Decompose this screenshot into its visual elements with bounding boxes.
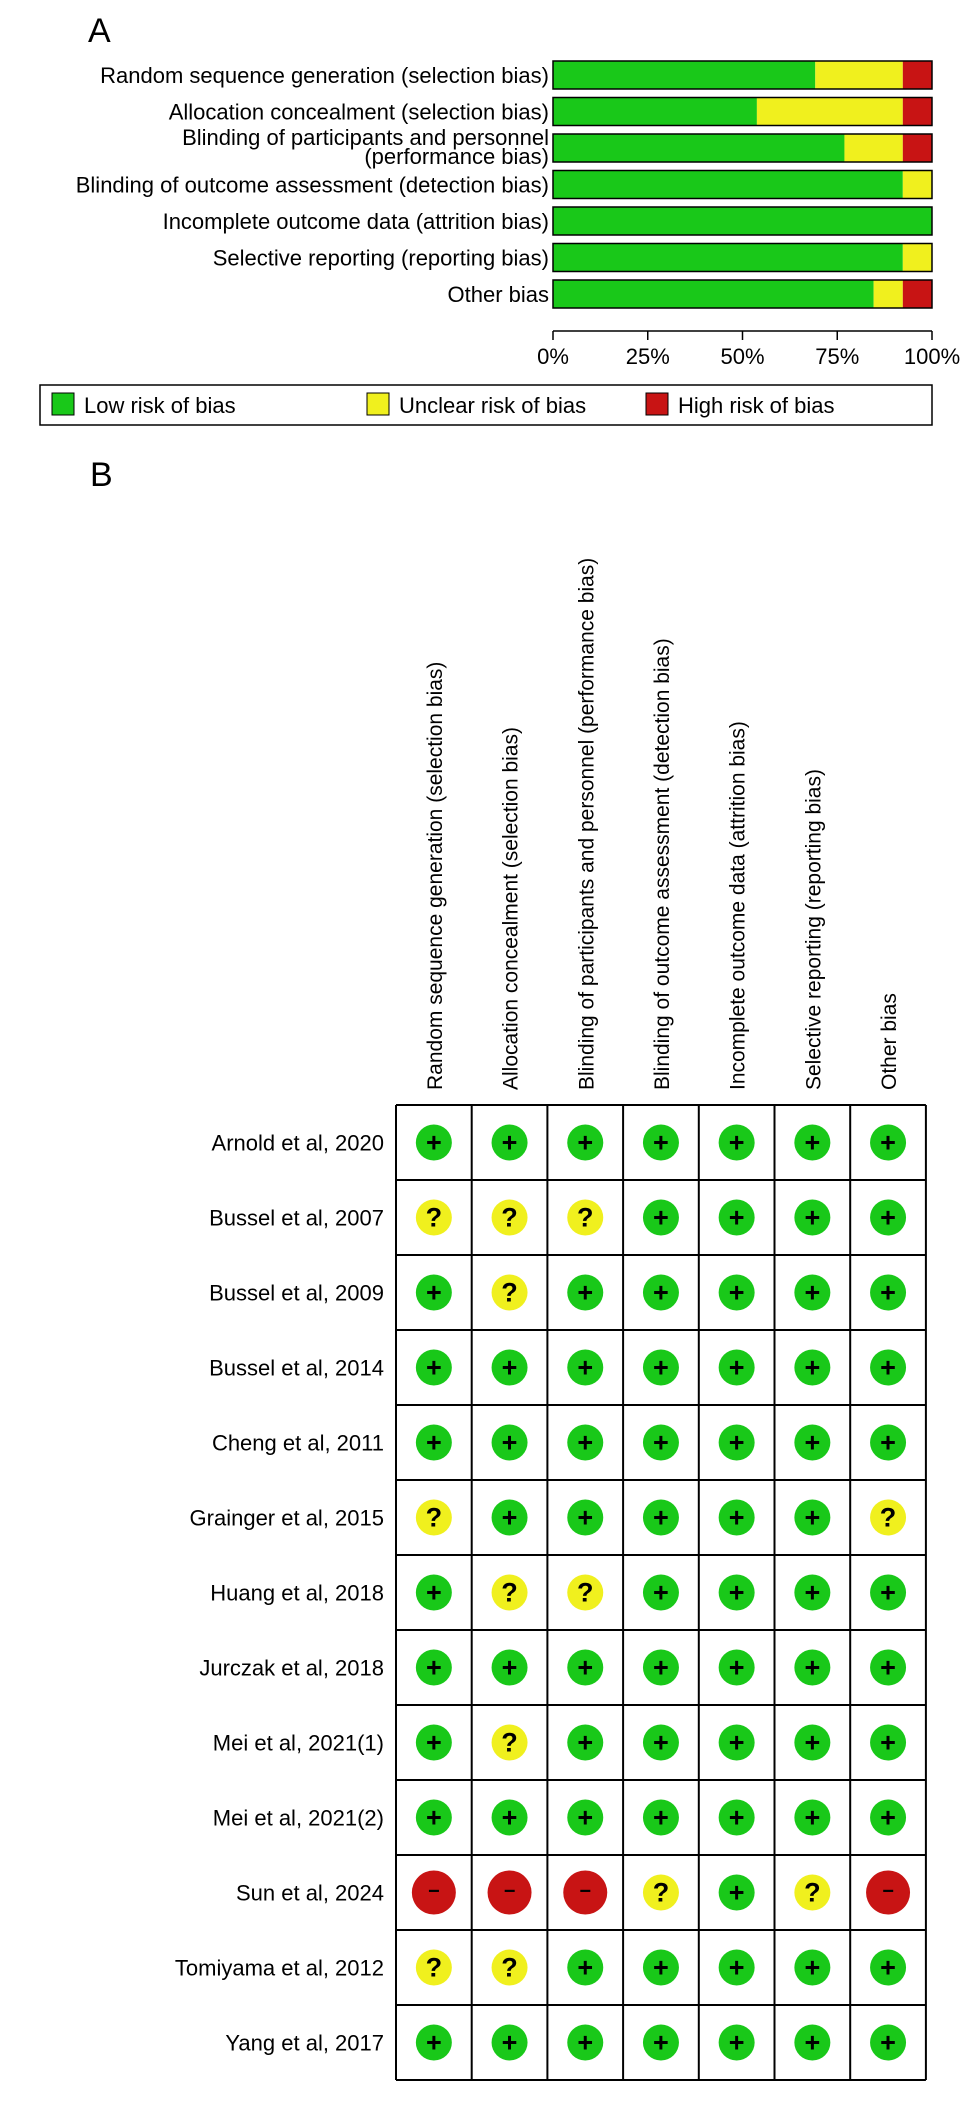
- bar-segment-high: [903, 134, 932, 162]
- rating-low: [794, 1575, 830, 1611]
- rating-low: [870, 1800, 906, 1836]
- rating-low: [719, 1650, 755, 1686]
- legend-swatch: [367, 393, 389, 415]
- rating-high: [866, 1871, 910, 1915]
- rating-low: [492, 1350, 528, 1386]
- rating-symbol: +: [501, 1427, 518, 1458]
- panel-a-label: A: [88, 12, 111, 50]
- rating-symbol: +: [728, 1877, 745, 1908]
- category-label: Allocation concealment (selection bias): [168, 99, 549, 125]
- bar-segment-low: [553, 280, 874, 308]
- rating-symbol: +: [577, 1277, 594, 1308]
- rating-low: [794, 1725, 830, 1761]
- rating-symbol: +: [804, 1802, 821, 1833]
- rating-symbol: +: [425, 1277, 442, 1308]
- rating-symbol: +: [728, 1577, 745, 1608]
- legend-swatch: [52, 393, 74, 415]
- rating-low: [870, 1275, 906, 1311]
- rating-low: [643, 1425, 679, 1461]
- rating-symbol: +: [425, 1802, 442, 1833]
- rating-low: [870, 1575, 906, 1611]
- rating-unclear: [492, 1275, 528, 1311]
- bar-segment-low: [553, 207, 932, 235]
- rating-symbol: +: [880, 1352, 896, 1383]
- rating-symbol: +: [577, 1127, 594, 1158]
- rating-high: [412, 1871, 456, 1915]
- rating-symbol: +: [653, 1352, 669, 1383]
- rating-unclear: [492, 1950, 528, 1986]
- rating-symbol: +: [577, 1652, 594, 1683]
- rating-low: [870, 1200, 906, 1236]
- rating-symbol: +: [804, 1127, 821, 1158]
- rating-symbol: +: [804, 1952, 821, 1983]
- rating-symbol: +: [728, 1652, 745, 1683]
- rating-symbol: −: [882, 1880, 894, 1903]
- rating-unclear: [567, 1200, 603, 1236]
- study-label: Bussel et al, 2014: [209, 1355, 384, 1381]
- rating-unclear: [794, 1875, 830, 1911]
- x-tick-label: 25%: [625, 344, 670, 369]
- risk-of-bias-summary-bar-chart: [76, 61, 960, 369]
- rating-symbol: +: [880, 1727, 896, 1758]
- rating-low: [492, 1125, 528, 1161]
- rating-symbol: +: [425, 1427, 442, 1458]
- bar-segment-unclear: [844, 134, 902, 162]
- table-row: [213, 1725, 906, 1761]
- rating-symbol: +: [501, 1127, 518, 1158]
- bar-segment-unclear: [903, 171, 932, 199]
- rating-low: [719, 1275, 755, 1311]
- bar-row: [76, 171, 932, 199]
- rating-low: [719, 1350, 755, 1386]
- rating-symbol: +: [653, 1202, 669, 1233]
- bar-segment-low: [553, 244, 903, 272]
- rating-symbol: +: [653, 1502, 669, 1533]
- rating-low: [567, 1650, 603, 1686]
- rating-low: [794, 1425, 830, 1461]
- rating-unclear: [492, 1725, 528, 1761]
- bar-segment-unclear: [815, 61, 903, 89]
- risk-of-bias-study-grid: [175, 558, 926, 2080]
- rating-symbol: +: [880, 1427, 896, 1458]
- rating-low: [794, 1125, 830, 1161]
- rating-symbol: ?: [804, 1877, 821, 1908]
- rating-symbol: −: [428, 1880, 440, 1903]
- rating-low: [794, 1350, 830, 1386]
- legend: [40, 385, 932, 425]
- x-tick-label: 75%: [815, 344, 860, 369]
- rating-low: [719, 1725, 755, 1761]
- column-header: Other bias: [878, 993, 902, 1090]
- rating-symbol: +: [728, 1802, 745, 1833]
- rating-low: [416, 1725, 452, 1761]
- rating-high: [488, 1871, 532, 1915]
- rating-low: [794, 1200, 830, 1236]
- rating-low: [643, 1275, 679, 1311]
- rating-symbol: +: [880, 1652, 896, 1683]
- rating-low: [643, 1725, 679, 1761]
- rating-unclear: [416, 1500, 452, 1536]
- table-row: [209, 1200, 906, 1236]
- table-row: [209, 1275, 906, 1311]
- rating-low: [643, 2025, 679, 2061]
- rating-symbol: +: [880, 1952, 896, 1983]
- rating-low: [416, 1125, 452, 1161]
- rating-symbol: +: [501, 1802, 518, 1833]
- rating-low: [719, 1800, 755, 1836]
- rating-low: [416, 1575, 452, 1611]
- rating-symbol: +: [728, 1427, 745, 1458]
- rating-symbol: +: [728, 1352, 745, 1383]
- rating-low: [492, 2025, 528, 2061]
- rating-symbol: +: [728, 2027, 745, 2058]
- study-label: Mei et al, 2021(1): [212, 1730, 384, 1756]
- study-label: Grainger et al, 2015: [189, 1505, 384, 1531]
- rating-low: [794, 1800, 830, 1836]
- rating-symbol: +: [804, 1202, 821, 1233]
- rating-symbol: +: [577, 2027, 594, 2058]
- rating-unclear: [567, 1575, 603, 1611]
- bar-row: [182, 125, 932, 169]
- rating-unclear: [492, 1200, 528, 1236]
- rating-symbol: +: [880, 1127, 896, 1158]
- table-row: [213, 1800, 906, 1836]
- rating-symbol: +: [728, 1727, 745, 1758]
- rating-low: [643, 1575, 679, 1611]
- rating-symbol: ?: [577, 1577, 594, 1608]
- rating-low: [719, 1950, 755, 1986]
- rating-symbol: +: [880, 2027, 896, 2058]
- rating-unclear: [416, 1950, 452, 1986]
- rating-symbol: +: [577, 1502, 594, 1533]
- rating-low: [719, 1425, 755, 1461]
- rating-low: [719, 2025, 755, 2061]
- rating-unclear: [643, 1875, 679, 1911]
- rating-low: [794, 2025, 830, 2061]
- table-row: [236, 1871, 910, 1915]
- rating-low: [870, 1950, 906, 1986]
- rating-symbol: +: [653, 1802, 669, 1833]
- rating-low: [567, 1425, 603, 1461]
- rating-symbol: +: [501, 1352, 518, 1383]
- rating-symbol: −: [579, 1880, 592, 1903]
- rating-low: [643, 1200, 679, 1236]
- rating-symbol: ?: [425, 1952, 443, 1983]
- rating-symbol: +: [728, 1952, 745, 1983]
- table-row: [199, 1650, 906, 1686]
- rating-low: [567, 1800, 603, 1836]
- rating-symbol: +: [880, 1577, 896, 1608]
- rating-low: [719, 1125, 755, 1161]
- rating-low: [567, 1125, 603, 1161]
- rating-symbol: +: [804, 1277, 821, 1308]
- rating-symbol: ?: [501, 1577, 518, 1608]
- rating-low: [567, 1500, 603, 1536]
- rating-symbol: +: [880, 1802, 896, 1833]
- rating-low: [567, 1725, 603, 1761]
- rating-symbol: +: [728, 1502, 745, 1533]
- column-header: Allocation concealment (selection bias): [499, 726, 523, 1090]
- rating-symbol: −: [503, 1880, 516, 1903]
- column-header: Selective reporting (reporting bias): [802, 769, 826, 1090]
- rating-low: [492, 1650, 528, 1686]
- rating-symbol: ?: [501, 1202, 518, 1233]
- bar-segment-unclear: [757, 98, 903, 126]
- column-header: Random sequence generation (selection bias): [423, 661, 447, 1090]
- rating-low: [719, 1200, 755, 1236]
- rating-high: [563, 1871, 607, 1915]
- rating-low: [870, 1350, 906, 1386]
- rating-low: [719, 1500, 755, 1536]
- rating-low: [870, 1650, 906, 1686]
- rating-symbol: +: [880, 1202, 896, 1233]
- column-header: Blinding of outcome assessment (detection bias): [650, 638, 674, 1090]
- rating-symbol: +: [653, 1652, 669, 1683]
- rating-symbol: +: [804, 2027, 821, 2058]
- rating-low: [492, 1800, 528, 1836]
- bar-segment-unclear: [874, 280, 903, 308]
- rating-symbol: ?: [652, 1877, 670, 1908]
- study-label: Sun et al, 2024: [235, 1880, 384, 1906]
- rating-symbol: +: [577, 1727, 594, 1758]
- bar-row: [163, 207, 932, 235]
- bar-segment-unclear: [903, 244, 932, 272]
- legend-item-unclear: [367, 393, 586, 418]
- rating-unclear: [416, 1200, 452, 1236]
- rating-low: [567, 1350, 603, 1386]
- bar-segment-low: [553, 61, 815, 89]
- rating-symbol: +: [577, 1427, 594, 1458]
- legend-swatch: [646, 393, 668, 415]
- rating-symbol: +: [501, 2027, 518, 2058]
- study-label: Bussel et al, 2009: [209, 1280, 384, 1306]
- category-label: Incomplete outcome data (attrition bias): [162, 209, 549, 234]
- bar-row: [448, 280, 933, 308]
- rating-symbol: ?: [425, 1502, 443, 1533]
- x-tick-label: 100%: [903, 344, 961, 369]
- rating-symbol: +: [425, 1127, 442, 1158]
- rating-symbol: +: [425, 1352, 442, 1383]
- study-label: Yang et al, 2017: [225, 2030, 384, 2056]
- legend-item-low: [52, 393, 236, 418]
- category-label: Blinding of participants and personnel: [182, 125, 549, 150]
- bar-segment-high: [903, 280, 932, 308]
- x-tick-label: 50%: [720, 344, 765, 369]
- rating-symbol: ?: [501, 1952, 518, 1983]
- rating-symbol: ?: [577, 1202, 594, 1233]
- rating-low: [794, 1650, 830, 1686]
- rating-symbol: +: [653, 1952, 669, 1983]
- rating-low: [643, 1500, 679, 1536]
- category-label: Blinding of outcome assessment (detection bias): [75, 172, 549, 198]
- study-label: Huang et al, 2018: [210, 1580, 384, 1606]
- study-label: Mei et al, 2021(2): [212, 1805, 384, 1831]
- rating-low: [492, 1500, 528, 1536]
- rating-symbol: +: [653, 1127, 669, 1158]
- bar-segment-low: [553, 98, 757, 126]
- rating-symbol: +: [425, 1727, 442, 1758]
- category-label: Other bias: [447, 282, 549, 307]
- table-row: [212, 1425, 906, 1461]
- rating-symbol: +: [425, 1577, 442, 1608]
- legend-label: Low risk of bias: [84, 393, 236, 418]
- rating-low: [870, 1425, 906, 1461]
- rating-low: [794, 1275, 830, 1311]
- bar-row: [100, 61, 932, 89]
- rating-low: [492, 1425, 528, 1461]
- rating-symbol: +: [804, 1652, 821, 1683]
- rating-symbol: +: [653, 1577, 669, 1608]
- legend-label: High risk of bias: [678, 393, 835, 418]
- rating-low: [643, 1800, 679, 1836]
- rating-symbol: +: [804, 1502, 821, 1533]
- table-row: [225, 2025, 906, 2061]
- study-label: Jurczak et al, 2018: [199, 1655, 384, 1681]
- rating-low: [719, 1875, 755, 1911]
- rating-symbol: +: [501, 1502, 518, 1533]
- rating-symbol: +: [425, 1652, 442, 1683]
- rating-low: [870, 2025, 906, 2061]
- rating-symbol: +: [653, 2027, 669, 2058]
- category-label: Random sequence generation (selection bias): [100, 63, 549, 88]
- rating-low: [870, 1725, 906, 1761]
- rating-low: [794, 1950, 830, 1986]
- bar-segment-high: [903, 61, 932, 89]
- table-row: [210, 1575, 906, 1611]
- rating-low: [643, 1125, 679, 1161]
- rating-low: [643, 1650, 679, 1686]
- rating-symbol: +: [880, 1277, 896, 1308]
- bar-segment-low: [553, 171, 903, 199]
- rating-low: [567, 1275, 603, 1311]
- rating-symbol: +: [653, 1727, 669, 1758]
- rating-symbol: ?: [501, 1277, 518, 1308]
- rating-symbol: +: [425, 2027, 442, 2058]
- rating-symbol: +: [728, 1277, 745, 1308]
- rating-low: [794, 1500, 830, 1536]
- rating-symbol: +: [501, 1652, 518, 1683]
- category-label: Selective reporting (reporting bias): [212, 245, 549, 271]
- study-label: Arnold et al, 2020: [211, 1130, 384, 1156]
- rating-symbol: +: [728, 1202, 745, 1233]
- rating-low: [416, 1650, 452, 1686]
- rating-low: [567, 2025, 603, 2061]
- legend-label: Unclear risk of bias: [399, 393, 587, 418]
- rating-low: [416, 1425, 452, 1461]
- rating-symbol: +: [728, 1127, 745, 1158]
- rating-low: [416, 1275, 452, 1311]
- rating-low: [719, 1575, 755, 1611]
- rating-unclear: [870, 1500, 906, 1536]
- rating-low: [643, 1350, 679, 1386]
- rating-symbol: +: [804, 1727, 821, 1758]
- study-label: Cheng et al, 2011: [211, 1430, 384, 1456]
- rating-symbol: +: [804, 1577, 821, 1608]
- bar-segment-low: [553, 134, 844, 162]
- rating-unclear: [492, 1575, 528, 1611]
- rating-low: [416, 1350, 452, 1386]
- table-row: [212, 1125, 907, 1161]
- rating-symbol: +: [804, 1427, 821, 1458]
- bar-row: [213, 244, 932, 272]
- bar-segment-high: [903, 98, 932, 126]
- rating-symbol: +: [804, 1352, 821, 1383]
- category-label: (performance bias): [364, 144, 549, 169]
- legend-item-high: [646, 393, 835, 418]
- panel-b-label: B: [90, 456, 113, 494]
- rating-symbol: ?: [425, 1202, 443, 1233]
- rating-symbol: +: [577, 1952, 594, 1983]
- x-tick-label: 0%: [537, 344, 569, 369]
- rating-symbol: +: [653, 1427, 669, 1458]
- rating-symbol: +: [653, 1277, 669, 1308]
- rating-symbol: ?: [501, 1727, 518, 1758]
- rating-symbol: ?: [879, 1502, 897, 1533]
- column-header: Incomplete outcome data (attrition bias): [726, 721, 750, 1090]
- rating-symbol: +: [577, 1802, 594, 1833]
- study-label: Bussel et al, 2007: [209, 1205, 384, 1231]
- rating-low: [870, 1125, 906, 1161]
- rating-symbol: +: [577, 1352, 594, 1383]
- study-label: Tomiyama et al, 2012: [174, 1955, 384, 1981]
- column-header: Blinding of participants and personnel (performance bias): [575, 557, 599, 1090]
- table-row: [209, 1350, 906, 1386]
- rating-low: [567, 1950, 603, 1986]
- bar-row: [169, 98, 932, 126]
- rating-low: [643, 1950, 679, 1986]
- rating-low: [416, 2025, 452, 2061]
- table-row: [175, 1950, 906, 1986]
- rating-low: [416, 1800, 452, 1836]
